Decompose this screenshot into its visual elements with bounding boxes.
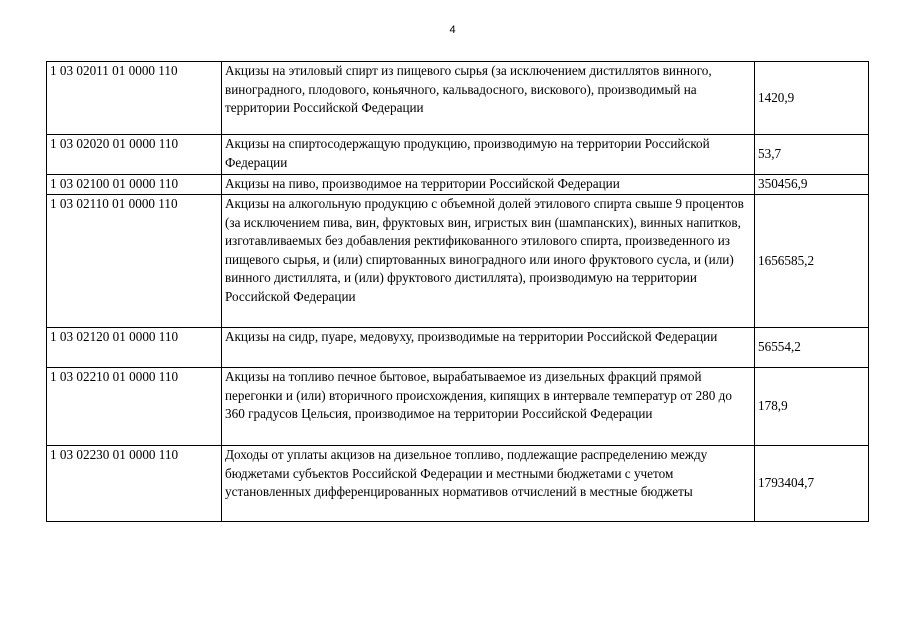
budget-code-cell: 1 03 02110 01 0000 110 bbox=[47, 195, 222, 328]
table-row bbox=[47, 328, 869, 368]
amount-cell: 350456,9 bbox=[755, 175, 869, 195]
amount-cell: 53,7 bbox=[755, 135, 869, 175]
page-number: 4 bbox=[449, 24, 456, 36]
table-row bbox=[47, 175, 869, 195]
budget-code-cell: 1 03 02100 01 0000 110 bbox=[47, 175, 222, 195]
budget-code-cell: 1 03 02210 01 0000 110 bbox=[47, 368, 222, 446]
table-row bbox=[47, 446, 869, 522]
description-cell: Акцизы на пиво, производимое на территории Российской Федерации bbox=[222, 175, 755, 195]
budget-code-cell: 1 03 02020 01 0000 110 bbox=[47, 135, 222, 175]
table-row bbox=[47, 135, 869, 175]
description-cell: Акцизы на спиртосодержащую продукцию, производимую на территории Российской Федерации bbox=[222, 135, 755, 175]
amount-cell: 56554,2 bbox=[755, 328, 869, 368]
amount-cell: 1420,9 bbox=[755, 62, 869, 135]
budget-code-cell: 1 03 02230 01 0000 110 bbox=[47, 446, 222, 522]
budget-code-cell: 1 03 02120 01 0000 110 bbox=[47, 328, 222, 368]
amount-cell: 178,9 bbox=[755, 368, 869, 446]
budget-code-cell: 1 03 02011 01 0000 110 bbox=[47, 62, 222, 135]
description-cell: Акцизы на топливо печное бытовое, вырабатываемое из дизельных фракций прямой перегонки и (или) вторичного происхождения, кипящих в интервале температур от 280 до 360 градусов Цельсия, производимое на территории Российской Федерации bbox=[222, 368, 755, 446]
table-row bbox=[47, 195, 869, 328]
description-cell: Акцизы на сидр, пуаре, медовуху, производимые на территории Российской Федерации bbox=[222, 328, 755, 368]
description-cell: Доходы от уплаты акцизов на дизельное топливо, подлежащие распределению между бюджетами субъектов Российской Федерации и местными бюджетами с учетом установленных дифференцированных нормативов отчислений в местные бюджеты bbox=[222, 446, 755, 522]
description-cell: Акцизы на алкогольную продукцию с объемной долей этилового спирта свыше 9 процентов (за исключением пива, вин, фруктовых вин, игристых вин (шампанских), винных напитков, изготавливаемых без добавления ректификованного этилового спирта, произведенного из пищевого сырья, и (или) спиртованных виноградного или иного фруктового сусла, и (или) винного дистиллята, и (или) фруктового дистиллята), производимую на территории Российской Федерации bbox=[222, 195, 755, 328]
table-row bbox=[47, 368, 869, 446]
table-row bbox=[47, 62, 869, 135]
description-cell: Акцизы на этиловый спирт из пищевого сырья (за исключением дистиллятов винного, виноградного, плодового, коньячного, кальвадосного, вискового), производимый на территории Российской Федерации bbox=[222, 62, 755, 135]
amount-cell: 1793404,7 bbox=[755, 446, 869, 522]
excise-revenue-table bbox=[46, 61, 869, 522]
amount-cell: 1656585,2 bbox=[755, 195, 869, 328]
